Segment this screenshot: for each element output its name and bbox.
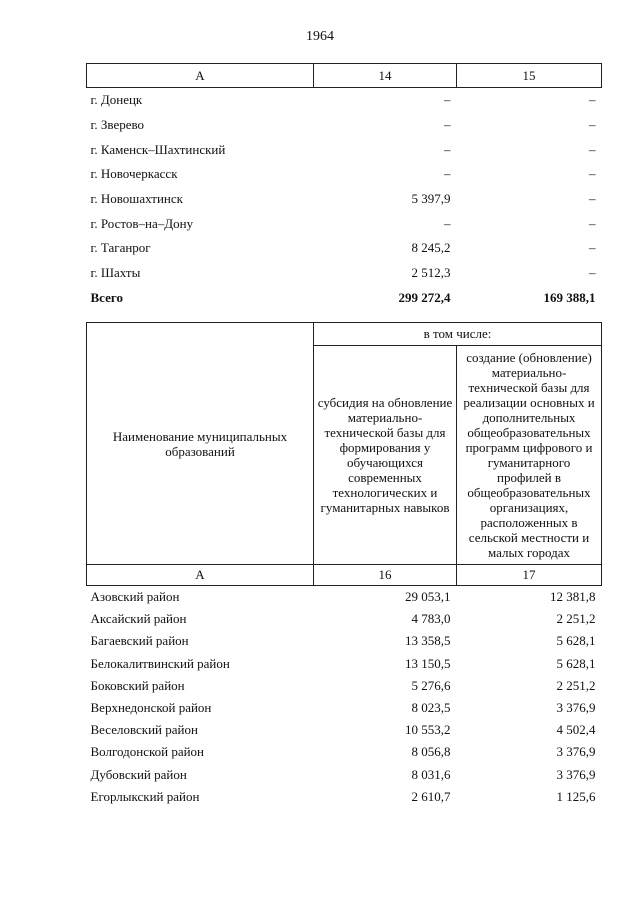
- value-16: 10 553,2: [405, 722, 451, 738]
- value-15: –: [589, 191, 596, 207]
- value-15: –: [589, 215, 596, 231]
- table-header-row: [87, 64, 602, 88]
- table-row: [87, 697, 602, 719]
- table-header-numbering-row: [87, 565, 602, 586]
- value-14: –: [444, 117, 451, 133]
- municipality-name: г. Донецк: [90, 92, 143, 108]
- table-row: [87, 137, 602, 162]
- value-16: 8 023,5: [411, 700, 451, 716]
- municipality-name: г. Зверево: [90, 117, 145, 133]
- regions-table-columns-14-15: [86, 63, 602, 310]
- column-letter-a: А: [87, 565, 314, 586]
- value-16: 13 358,5: [405, 633, 451, 649]
- value-14: –: [444, 92, 451, 108]
- value-16: 2 610,7: [411, 788, 451, 804]
- table-row: [87, 261, 602, 286]
- column-number-16: 16: [314, 565, 457, 586]
- total-value-14: 299 272,4: [398, 289, 451, 305]
- municipality-name: Волгодонской район: [90, 744, 205, 760]
- column-header-16: субсидия на обновление материально-технической базы для формирования у обучающихся современных технологических и гуманитарных навыков: [314, 346, 457, 565]
- value-14: –: [444, 166, 451, 182]
- value-15: –: [589, 265, 596, 281]
- table-row: [87, 586, 602, 609]
- value-16: 13 150,5: [405, 655, 451, 671]
- value-14: 5 397,9: [411, 191, 451, 207]
- municipality-name: Азовский район: [90, 589, 180, 605]
- municipality-name: Верхнедонской район: [90, 700, 212, 716]
- value-14: –: [444, 141, 451, 157]
- value-15: –: [589, 141, 596, 157]
- value-16: 5 276,6: [411, 677, 451, 693]
- value-14: 2 512,3: [411, 265, 451, 281]
- value-15: –: [589, 117, 596, 133]
- table-row: [87, 113, 602, 138]
- table-row: [87, 211, 602, 236]
- municipality-name: Багаевский район: [90, 633, 189, 649]
- municipality-name: г. Новочеркасск: [90, 166, 178, 182]
- total-value-15: 169 388,1: [543, 289, 596, 305]
- municipality-name: Аксайский район: [90, 611, 187, 627]
- value-15: –: [589, 240, 596, 256]
- regions-table-columns-16-17: [86, 322, 602, 808]
- value-14: –: [444, 215, 451, 231]
- page-number: 1964: [306, 29, 334, 44]
- municipality-name: г. Каменск–Шахтинский: [90, 141, 226, 157]
- municipality-name: г. Ростов–на–Дону: [90, 215, 194, 231]
- table-row: [87, 741, 602, 763]
- municipality-name: Веселовский район: [90, 722, 198, 738]
- municipality-name-header: Наименование муниципальных образований: [87, 323, 314, 565]
- column-number-17: 17: [457, 565, 602, 586]
- table-row: [87, 653, 602, 675]
- value-16: 8 031,6: [411, 766, 451, 782]
- value-17: 2 251,2: [556, 677, 596, 693]
- municipality-name: Белокалитвинский район: [90, 655, 230, 671]
- value-16: 4 783,0: [411, 611, 451, 627]
- value-17: 5 628,1: [556, 633, 596, 649]
- value-16: 29 053,1: [405, 589, 451, 605]
- value-15: –: [589, 92, 596, 108]
- municipality-name: г. Шахты: [90, 265, 141, 281]
- value-17: 1 125,6: [556, 788, 596, 804]
- municipality-name: г. Новошахтинск: [90, 191, 183, 207]
- column-header-17: создание (обновление) материально-технической базы для реализации основных и дополнительных общеобразовательных программ цифрового и гуманитарного профилей в общеобразовательных организациях, расположенных в сельской местности и малых городах: [457, 346, 602, 565]
- column-header-14: 14: [314, 64, 457, 88]
- table-row: [87, 675, 602, 697]
- total-row: [87, 286, 602, 311]
- column-header-15: 15: [457, 64, 602, 88]
- value-15: –: [589, 166, 596, 182]
- table-row: [87, 630, 602, 652]
- table-row: [87, 786, 602, 808]
- value-17: 12 381,8: [550, 589, 596, 605]
- value-17: 3 376,9: [556, 766, 596, 782]
- municipality-name: Егорлыкский район: [90, 788, 200, 804]
- table-row: [87, 88, 602, 113]
- table-row: [87, 764, 602, 786]
- table-row: [87, 719, 602, 741]
- value-17: 3 376,9: [556, 744, 596, 760]
- column-header-a: А: [87, 64, 314, 88]
- municipality-name: Дубовский район: [90, 766, 187, 782]
- table-row: [87, 162, 602, 187]
- value-17: 3 376,9: [556, 700, 596, 716]
- including-group-header: в том числе:: [314, 323, 602, 346]
- table-row: [87, 608, 602, 630]
- municipality-name: г. Таганрог: [90, 240, 151, 256]
- value-17: 2 251,2: [556, 611, 596, 627]
- value-14: 8 245,2: [411, 240, 451, 256]
- table-row: [87, 187, 602, 212]
- value-16: 8 056,8: [411, 744, 451, 760]
- municipality-name: Боковский район: [90, 677, 185, 693]
- total-label: Всего: [90, 289, 123, 305]
- value-17: 4 502,4: [556, 722, 596, 738]
- table-row: [87, 236, 602, 261]
- value-17: 5 628,1: [556, 655, 596, 671]
